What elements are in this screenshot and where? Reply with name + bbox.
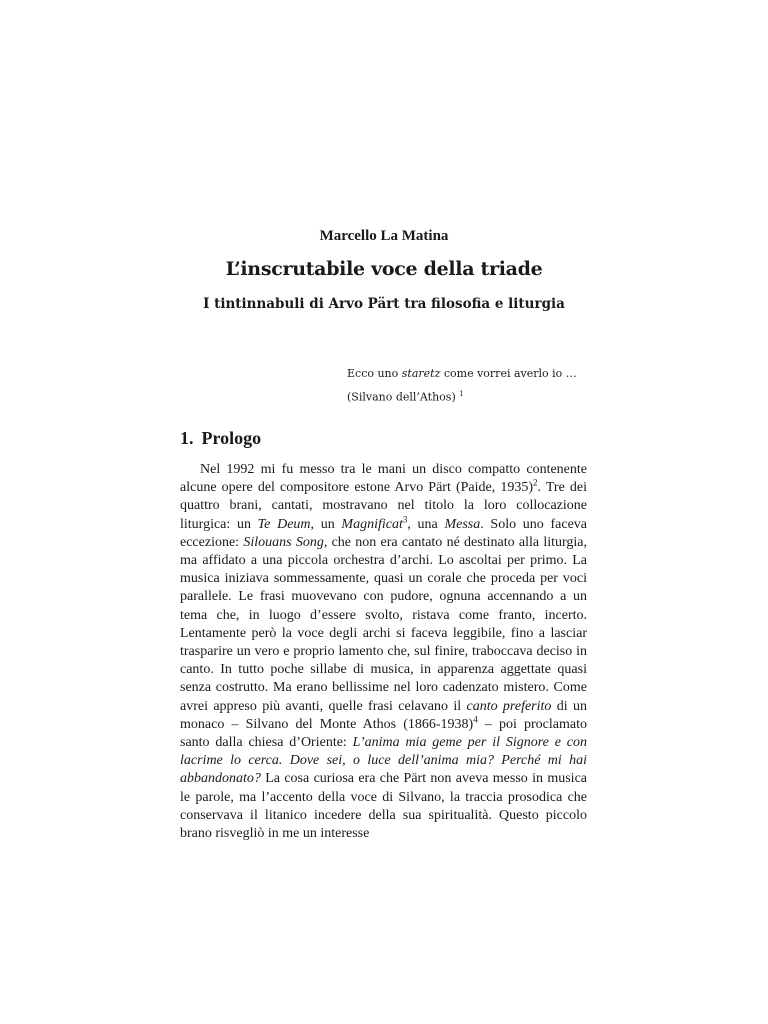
footnote-marker[interactable]: 1	[459, 390, 464, 398]
paragraph	[180, 461, 587, 843]
text-run: , una	[407, 516, 445, 532]
section-heading	[180, 428, 261, 449]
text-run: La cosa curiosa era che Pärt non aveva messo in musica le parole, ma l’accento della voce di Silvano, la traccia prosodica che conservava il litanico incedere della sua spiritualità. Questo piccolo brano risvegliò in me un interesse	[180, 771, 587, 842]
epigraph-line-1	[347, 364, 607, 384]
body-paragraph	[180, 461, 587, 843]
footnote-marker[interactable]: 3	[402, 513, 408, 524]
text-run: . Tre dei quattro brani, cantati, mostravano nel titolo la loro collocazione liturgica: un	[180, 480, 587, 532]
italic-phrase: canto preferito	[466, 698, 552, 714]
text-run: Nel 1992 mi fu messo tra le mani un disco compatto contenente alcune opere del compositore estone Arvo Pärt (Paide, 1935)	[180, 462, 587, 496]
footnote-marker[interactable]: 4	[473, 714, 478, 725]
epigraph-text-end: come vorrei averlo io …	[440, 367, 577, 380]
italic-title: Magnificat	[341, 516, 403, 532]
text-run: , un	[310, 516, 342, 532]
epigraph-attribution: (Silvano dell’Athos)	[347, 390, 456, 404]
italic-title: Te Deum	[257, 516, 311, 532]
document-subtitle: I tintinnabuli di Arvo Pärt tra filosofia e liturgia	[203, 296, 565, 312]
document-title: L’inscrutabile voce della triade	[225, 258, 543, 280]
text-run: , che non era cantato né destinato alla liturgia, ma affidato a una piccola orchestra d’archi. Lo ascoltai per primo. La musica iniziava sommessamente, quasi un corale che proceda per voci parallele. Le frasi muovevano con pudore, ognuna accennando a un tema che, in luogo d’essere svolto, ristava come franto, incerto. Lentamente però la voce degli archi si faceva leggibile, fino a lasciar trasparire un vero e proprio lamento che, sul finire, traboccava deciso in canto. In tutto poche sillabe di musica, in apparenza aggettate quasi senza costrutto. Ma erano bellissime nel loro cadenzato mistero. Come avrei appreso più avanti, quelle frasi celavano il	[180, 534, 588, 714]
text-run: – poi proclamato santo dalla chiesa d’Oriente:	[180, 716, 587, 751]
author-name: Marcello La Matina	[319, 228, 449, 244]
section-number: 1.	[180, 428, 194, 448]
text-run: di un monaco – Silvano del Monte Athos (1866-1938)	[180, 698, 588, 732]
italic-quote: L’anima mia geme per il Signore e con lacrime lo cerca. Dove sei, o luce dell’anima mia? Perché mi hai abbandonato?	[180, 735, 587, 787]
epigraph	[347, 364, 607, 408]
epigraph-text: Ecco uno	[347, 367, 402, 380]
epigraph-italic-term: staretz	[401, 367, 441, 380]
section-title: Prologo	[201, 428, 262, 448]
footnote-marker[interactable]: 2	[533, 477, 538, 488]
epigraph-line-2	[347, 384, 607, 408]
italic-title: Silouans Song	[243, 534, 324, 550]
italic-title: Messa	[444, 516, 481, 532]
text-run: . Solo uno faceva eccezione:	[180, 516, 587, 550]
